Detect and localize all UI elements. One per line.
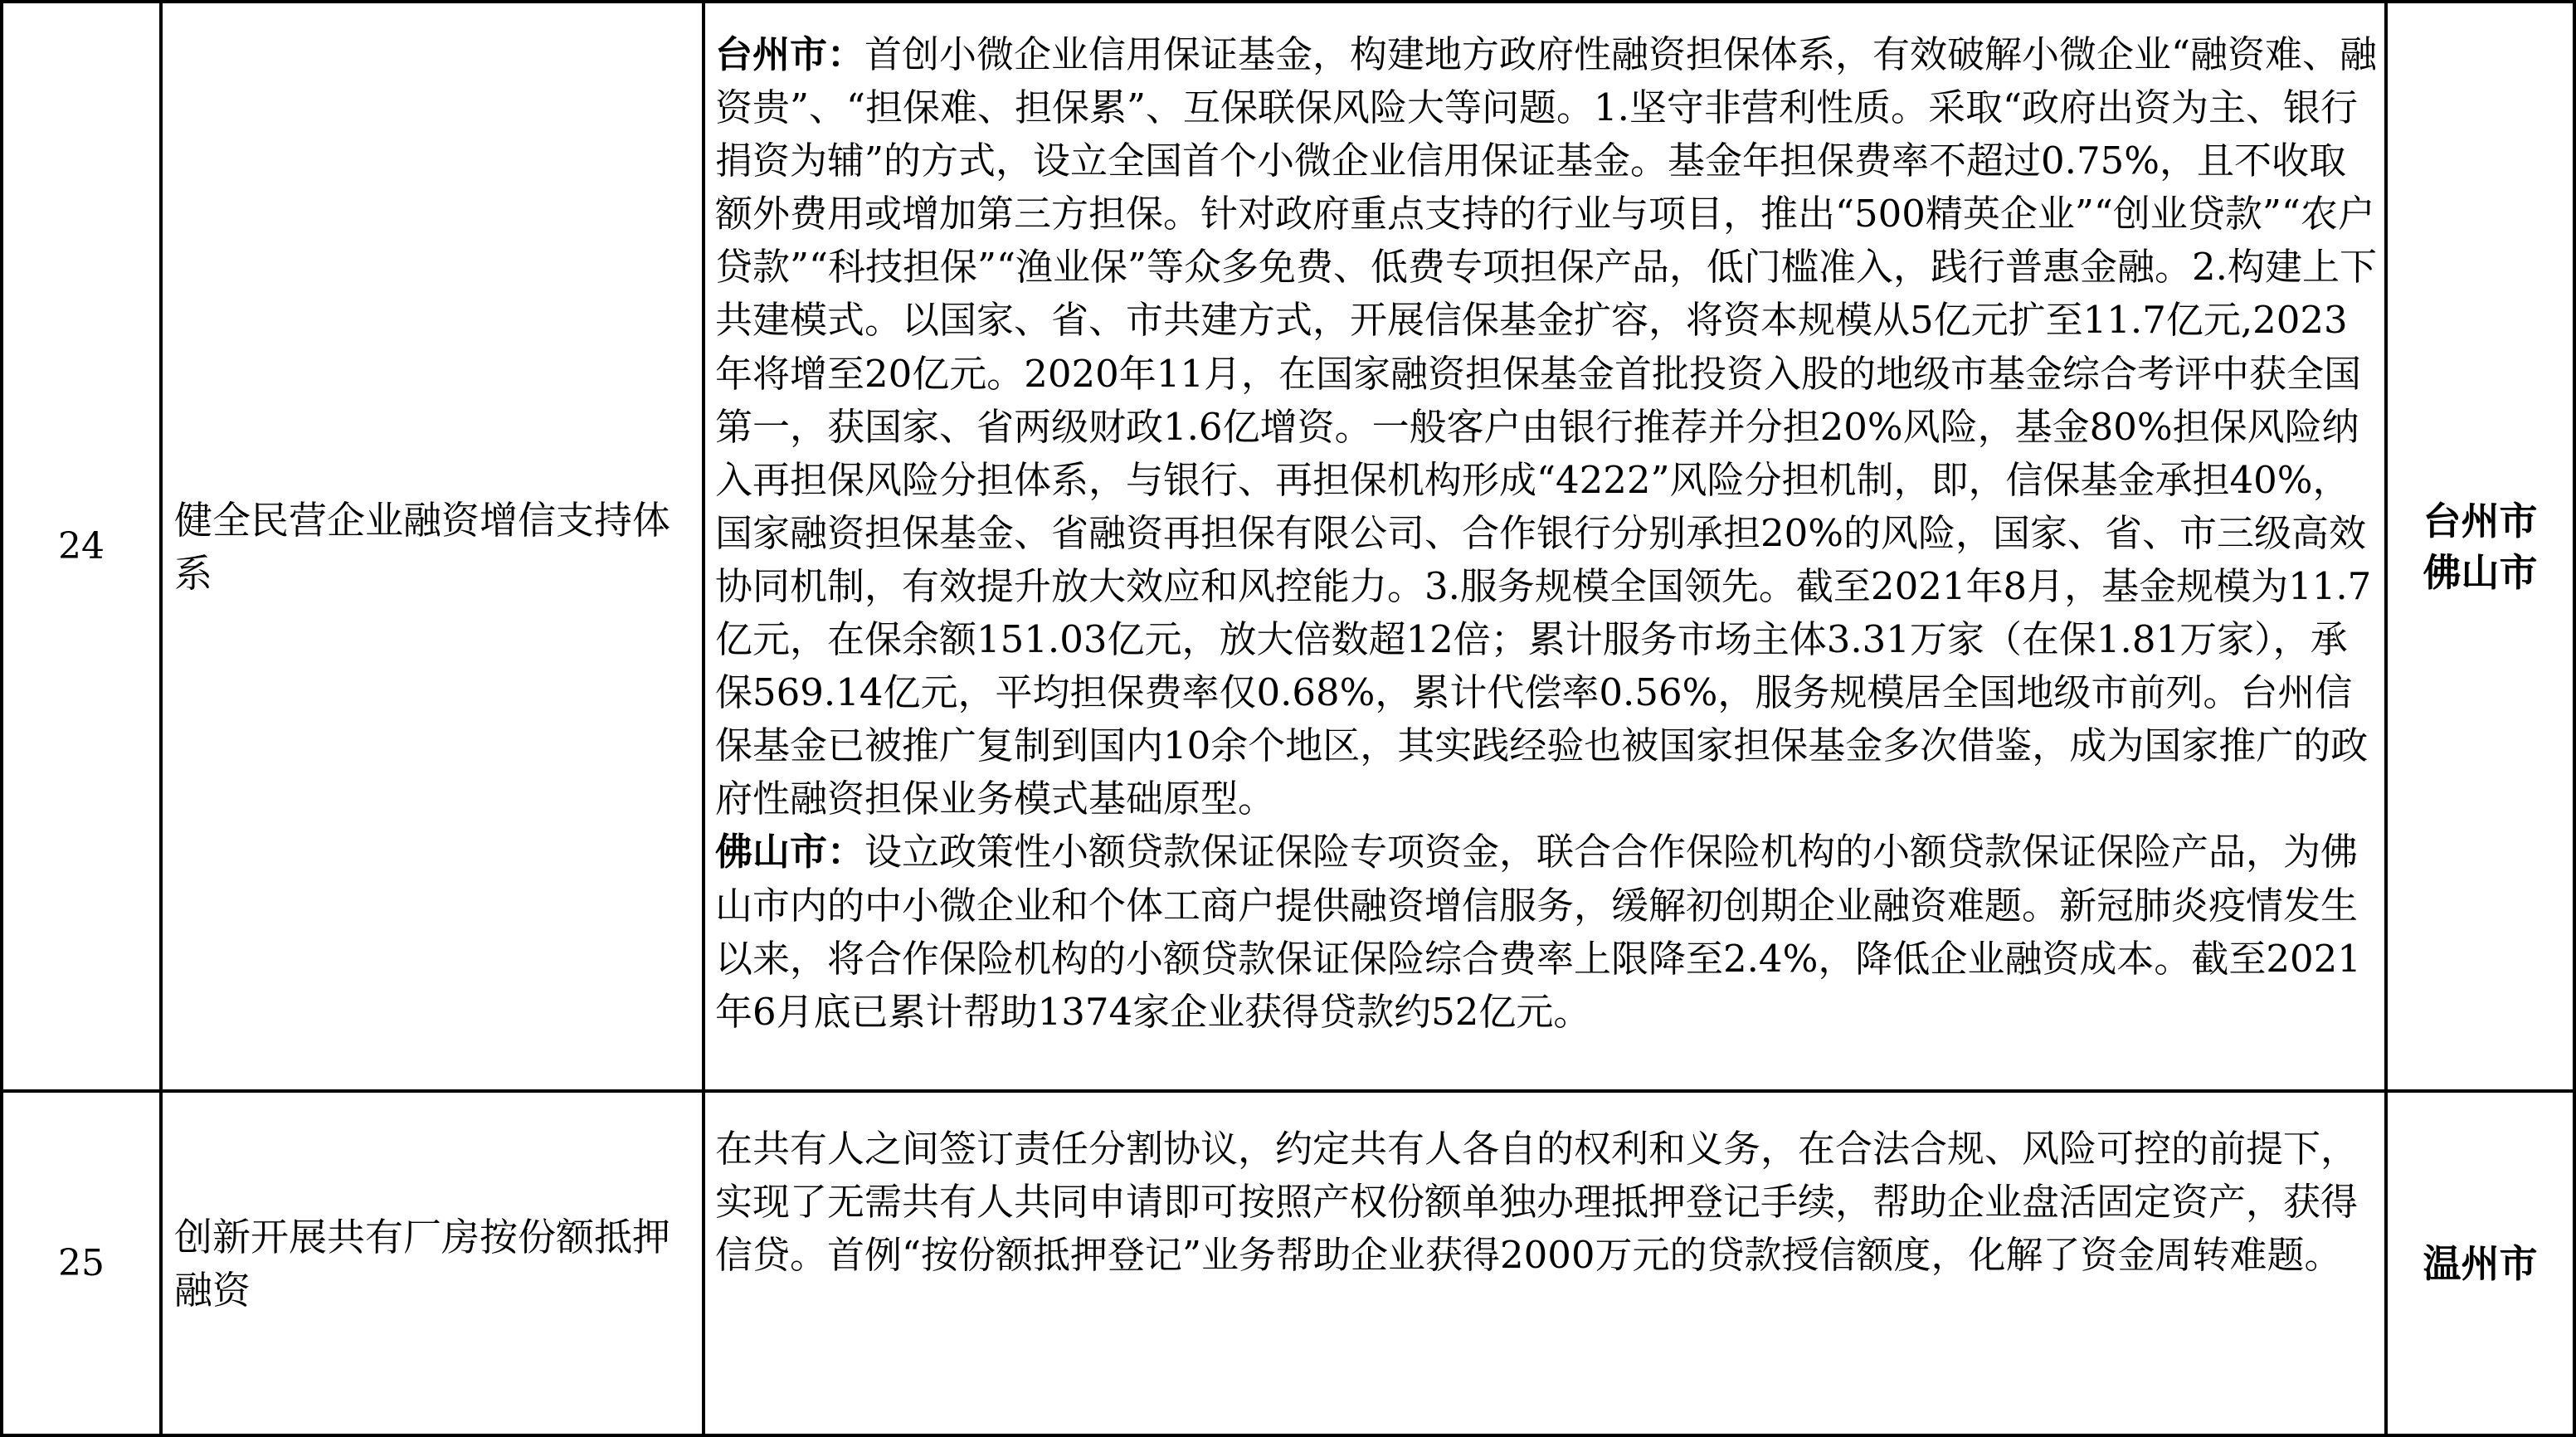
table-row	[2, 2, 2574, 1091]
paragraph-text: 首创小微企业信用保证基金，构建地方政府性融资担保体系，有效破解小微企业“融资难、融资贵”、“担保难、担保累”、互保联保风险大等问题。1.坚守非营利性质。采取“政府出资为主、银行捐资为辅”的方式，设立全国首个小微企业信用保证基金。基金年担保费率不超过0.75%，且不收取额外费用或增加第三方担保。针对政府重点支持的行业与项目，推出“500精英企业”“创业贷款”“农户贷款”“科技担保”“渔业保”等众多免费、低费专项担保产品，低门槛准入，践行普惠金融。2.构建上下共建模式。以国家、省、市共建方式，开展信保基金扩容，将资本规模从5亿元扩至11.7亿元,2023年将增至20亿元。2020年11月，在国家融资担保基金首批投资入股的地级市基金综合考评中获全国第一，获国家、省两级财政1.6亿增资。一般客户由银行推荐并分担20%风险，基金80%担保风险纳入再担保风险分担体系，与银行、再担保机构形成“4222”风险分担机制，即，信保基金承担40%，国家融资担保基金、省融资再担保有限公司、合作银行分别承担20%的风险，国家、省、市三级高效协同机制，有效提升放大效应和风控能力。3.服务规模全国领先。截至2021年8月，基金规模为11.7亿元，在保余额151.03亿元，放大倍数超12倍；累计服务市场主体3.31万家（在保1.81万家），承保569.14亿元，平均担保费率仅0.68%，累计代偿率0.56%，服务规模居全国地级市前列。台州信保基金已被推广复制到国内10余个地区，其实践经验也被国家担保基金多次借鉴，成为国家推广的政府性融资担保业务模式基础原型。	[715, 32, 2378, 821]
measure-description	[704, 2, 2386, 1091]
city-name: 佛山市	[2423, 549, 2538, 595]
measure-description	[704, 1091, 2386, 1435]
city-name: 台州市	[2423, 498, 2538, 543]
city-cell	[2386, 2, 2574, 1091]
description-paragraph-foshan	[715, 826, 2378, 1038]
city-label: 台州市：	[715, 32, 865, 76]
measure-title: 创新开展共有厂房按份额抵押融资	[161, 1091, 704, 1435]
row-number: 24	[2, 2, 161, 1091]
paragraph-text: 设立政策性小额贷款保证保险专项资金，联合合作保险机构的小额贷款保证保险产品，为佛山市内的中小微企业和个体工商户提供融资增信服务，缓解初创期企业融资难题。新冠肺炎疫情发生以来，将合作保险机构的小额贷款保证保险综合费率上限降至2.4%，降低企业融资成本。截至2021年6月底已累计帮助1374家企业获得贷款约52亿元。	[715, 830, 2361, 1034]
description-paragraph-taizhou	[715, 28, 2378, 826]
table-row	[2, 1091, 2574, 1435]
description-paragraph: 在共有人之间签订责任分割协议，约定共有人各自的权利和义务，在合法合规、风险可控的前提下，实现了无需共有人共同申请即可按照产权份额单独办理抵押登记手续，帮助企业盘活固定资产，获得信贷。首例“按份额抵押登记”业务帮助企业获得2000万元的贷款授信额度，化解了资金周转难题。	[715, 1127, 2359, 1278]
city-cell	[2386, 1091, 2574, 1435]
city-name: 温州市	[2423, 1240, 2538, 1286]
city-label: 佛山市：	[715, 830, 865, 874]
measure-title: 健全民营企业融资增信支持体系	[161, 2, 704, 1091]
row-number: 25	[2, 1091, 161, 1435]
